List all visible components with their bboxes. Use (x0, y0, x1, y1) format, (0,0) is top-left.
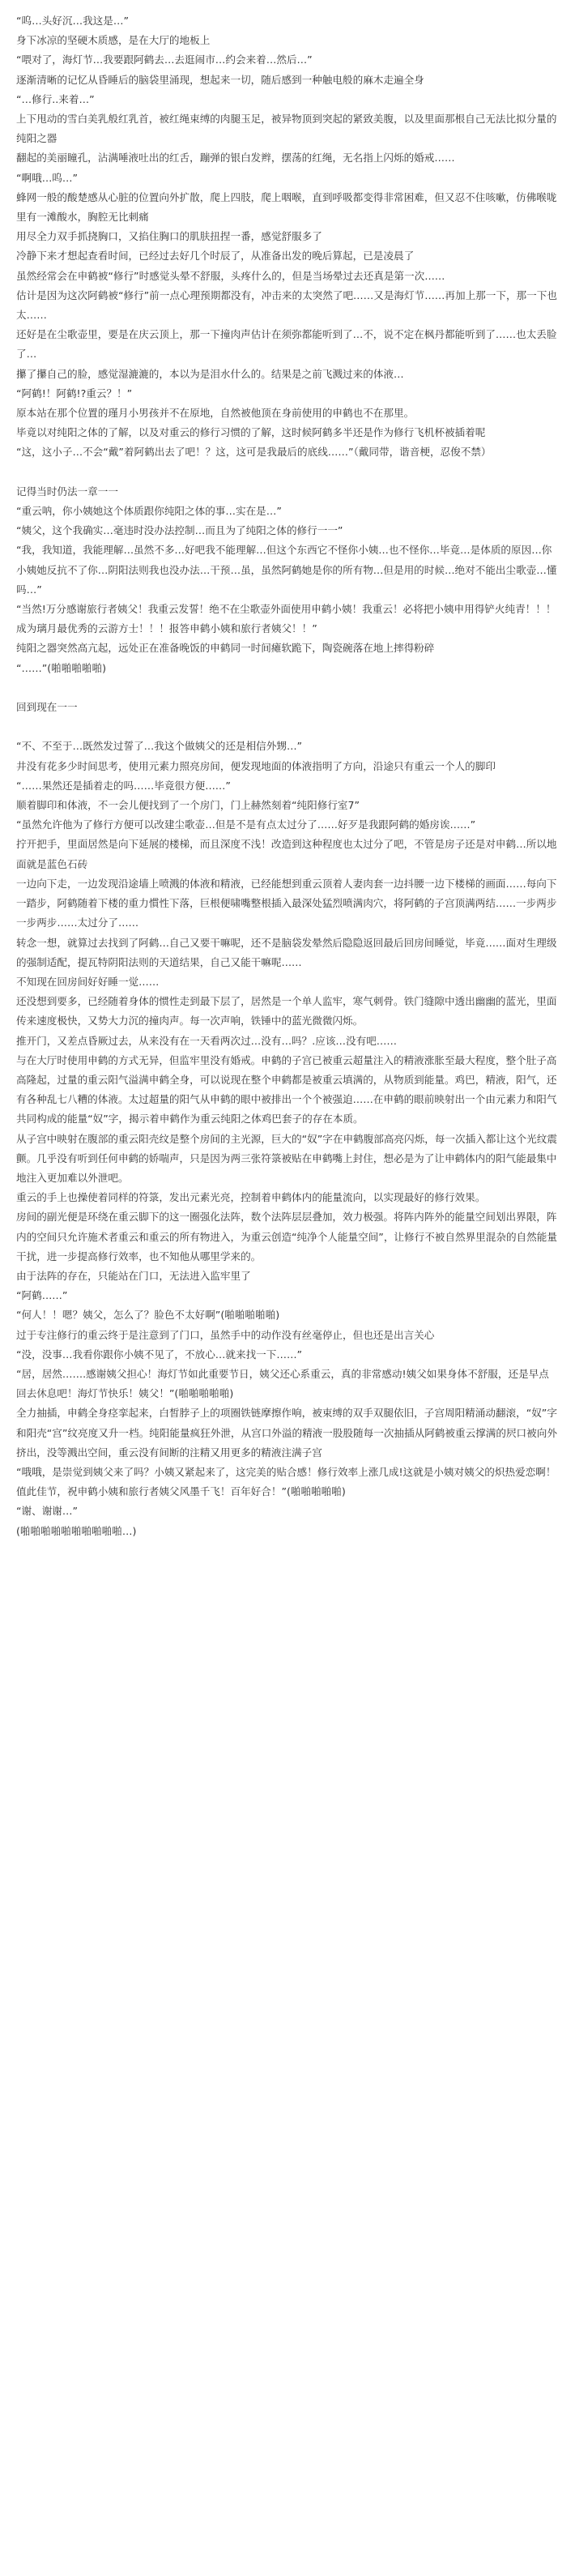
paragraph-18: 毕竟以对纯阳之体的了解，以及对重云的修行习惯的了解，这时候阿鹤多半还是作为修行飞机杯被插着呢 (16, 426, 486, 439)
paragraph-14: 还好是在尘歌壶里，要是在庆云顶上，那一下撞肉声估计在须弥都能听到了…不，说不定在枫丹都能听到了……也太丢脸了… (16, 328, 557, 361)
paragraph-51: “居，居然…….感谢姨父担心！海灯节如此重要节日，姨父还心系重云，真的非常感动!姨父如果身体不舒服，还是早点回去休息吧！海灯节快乐！姨父！”(啪啪啪啪啪) (16, 1367, 549, 1400)
paragraph-17: 原本站在那个位置的瑾月小男孩并不在原地，自然被他顶在身前使用的申鹤也不在那里。 (16, 407, 415, 420)
section-heading-present: 回到现在一一 (16, 701, 78, 714)
paragraph-40: 还没想到要多，已经随着身体的惯性走到最下层了，居然是一个单人监牢，寒气刺骨。铁门缝隙中透出幽幽的蓝光，里面传来速度极快，又势大力沉的撞肉声。每一次声响，铁锤中的蓝光微微闪烁。 (16, 995, 557, 1027)
paragraph-7: 翻起的美丽瞳孔，沾满唾液吐出的红舌，蹦弹的银白发辫，摆荡的红绳，无名指上闪烁的婚戒…… (16, 152, 455, 164)
paragraph-46: 由于法阵的存在，只能站在门口，无法进入监牢里了 (16, 1269, 251, 1282)
paragraph-26: 纯阳之器突然高亢起，远处正在准备晚饭的申鹤同一时间瘫软跪下，陶瓷碗落在地上摔得粉碎 (16, 642, 435, 655)
paragraph-24: “我，我知道，我能理解…虽然不多…好吧我不能理解…但这个东西它不怪你小姨…也不怪你…毕竟…是体质的原因…你小姨她反抗不了你…阴阳法则我也没办法…干预…虽，虽然阿鹤她是你的所有物…但是用的时候…绝对不能出尘歌壶…懂吗…” (16, 544, 557, 596)
paragraph-25: “当然!万分感谢旅行者姨父！我重云发誓！绝不在尘歌壶外面使用申鹤小姨！我重云！必将把小姨申用得铲火纯青！！！成为璃月最优秀的云游方士！！！报答申鹤小姨和旅行者姨父！！” (16, 603, 556, 635)
paragraph-49: 过于专注修行的重云终于是注意到了门口，虽然手中的动作没有丝毫停止，但也还是出言关心 (16, 1328, 435, 1341)
blank-line (16, 463, 559, 482)
paragraph-42: 与在大厅时使用申鹤的方式无异，但监牢里没有婚戒。申鹤的子宫已被重云超量注入的精液涨胀至最大程度，整个肚子高高隆起，过量的重云阳气溢满申鹤全身，可以说现在整个申鹤都是被重云填满的，从物质到能量。鸡巴，精液，阳气，还有各种乱七八糟的体液。太过超量的阳气从申鹤的眼中被排出一个个被强迫……在申鹤的眼前映射出一个由元素力和阳气共同构成的能量“奴”字，揭示着申鹤作为重云纯阳之体鸡巴套子的存在本质。 (16, 1053, 557, 1126)
paragraph-48: “何人！！嗯？姨父，怎么了？脸色不太好啊”(啪啪啪啪啪) (16, 1309, 280, 1322)
paragraph-9: 蜂网一般的酸楚感从心脏的位置向外扩散，爬上四肢，爬上咽喉，直到呼吸都变得非常困难，但又忍不住咳嗽，仿佛喉咙里有一滩酸水，胸腔无比刺痛 (16, 190, 557, 224)
paragraph-54: “谢、谢谢…” (16, 1505, 79, 1518)
paragraph-36: 拧开把手，里面居然是向下延展的楼梯，而且深度不浅！改造到这种程度也太过分了吧，不管是房子还是对申鹤…所以地面就是蓝色石砖 (16, 838, 557, 870)
paragraph-35: “虽然允许他为了修行方便可以改建尘歌壶…但是不是有点太过分了……好歹是我跟阿鹤的婚房诶……” (16, 818, 476, 831)
paragraph-44: 重云的手上也操使着同样的符箓，发出元素光亮，控制着申鹤体内的能量流向，以实现最好的修行效果。 (16, 1191, 486, 1204)
paragraph-2: 身下冰凉的坚硬木质感，是在大厅的地板上 (16, 34, 211, 47)
paragraph-52: 全力抽插，申鹤全身痉挛起来，白皙脖子上的项圈铁链摩擦作响，被束缚的双手双腿依旧，子宫周阳精涌动翻滚，“奴”字和阳壳“宫”纹亮度又升一档。纯阳能量疯狂外泄，从宫口外溢的精液一股股随每一次抽插从阿鹤被重云撑满的屄口被向外挤出，没等溅出空间，重云没有间断的注精又用更多的精液注满子宫 (16, 1407, 557, 1459)
paragraph-16: “阿鹤!！阿鹤!?重云？！” (16, 387, 133, 399)
paragraph-32: 井没有花多少时间思考，使用元素力照亮房间，便发现地面的体液指明了方向，沿途只有重云一个人的脚印 (16, 759, 496, 772)
paragraph-13: 估计是因为这次阿鹤被“修行”前一点心理预期都没有，冲击来的太突然了吧……又是海灯节……再加上那一下，那一下也太…… (16, 288, 557, 322)
paragraph-10: 用尽全力双手抓挠胸口，又掐住胸口的肌肤扭捏一番，感觉舒服多了 (16, 230, 322, 243)
paragraph-5: “…修行..来着…” (16, 92, 95, 105)
chapter-text (16, 11, 559, 1541)
paragraph-8: “啊哦…呜…” (16, 171, 79, 184)
paragraph-3: “喂对了，海灯节…我要跟阿鹤去…去逛闹市…约会来着…然后…” (16, 53, 313, 66)
paragraph-11: 冷静下来才想起查看时间，已经过去好几个时辰了，从准备出发的晚后算起，已是凌晨了 (16, 250, 415, 263)
paragraph-38: 转念一想，就算过去找到了阿鹤…自己又要干嘛呢，还不是脑袋发晕然后隐隐返回最后回房间睡觉，毕竟……面对生理级的强制适配，提瓦特阴阳法则的天道结果，自己又能干嘛呢…… (16, 936, 557, 968)
paragraph-12: 虽然经常会在申鹤被“修行”时感觉头晕不舒服，头疼什么的，但是当场晕过去还真是第一次…… (16, 269, 445, 282)
paragraph-34: 顺着脚印和体液，不一会儿便找到了一个房门，门上赫然刻着“纯阳修行室7” (16, 799, 360, 812)
paragraph-15: 攥了攥自己的脸，感觉湿漉漉的，本以为是泪水什么的。结果是之前飞溅过来的体液… (16, 367, 404, 380)
paragraph-27: “……”(啪啪啪啪啪) (16, 661, 107, 674)
paragraph-22: “重云呐，你小姨她这个体质跟你纯阳之体的事…实在是…” (16, 505, 282, 518)
paragraph-33: “……果然还是插着走的吗……毕竟很方便……” (16, 779, 231, 792)
paragraph-37: 一边向下走，一边发现沿途墙上喷溅的体液和精液，已经能想到重云顶着人妻肉套一边抖腰一边下楼梯的画面……每向下一踏步，阿鹤随着下楼的重力慣性下落，巨根便啸嘴整根插入最深处猛烈喷满肉穴，将阿鹤的子宫顶满两结……一步两步一步两步……太过分了…… (16, 877, 557, 929)
paragraph-39: 不知现在回房间好好睡一觉…… (16, 975, 160, 988)
paragraph-31: “不、不至于…既然发过誓了…我这个做姨父的还是相信外甥…” (16, 740, 303, 753)
paragraph-4: 逐渐清晰的记忆从昏睡后的脑袋里涌现，想起来一切，随后感到一种触电般的麻木走遍全身 (16, 73, 424, 86)
paragraph-1: “呜…头好沉…我这是…” (16, 15, 129, 27)
paragraph-19: “这，这小子…不会“戴”着阿鹤出去了吧！？这，这可是我最后的底线……”（戴同带，谐音梗，忍俊不禁） (16, 446, 492, 459)
paragraph-45: 房间的副光便是环绕在重云脚下的这一圈强化法阵，数个法阵层层叠加，效力极强。将阵内阵外的能量空间划出界限，阵内的空间只允许施术者重云和重云的所有物进入，为重云创造“纯净个人能量空间”，让修行不被自然界里混杂的自然能量干扰，进一步提高修行效率，也不知他从哪里学来的。 (16, 1211, 557, 1262)
paragraph-55: (啪啪啪啪啪啪啪啪啪啪…) (16, 1524, 137, 1537)
paragraph-50: “没，没事…我看你跟你小姨不见了，不放心…就来找一下……” (16, 1348, 303, 1361)
blank-line (16, 717, 559, 737)
paragraph-53: “哦哦，是崇觉到姨父来了吗？小姨又紧起来了，这完美的贴合感！修行效率上涨几成!这就是小姨对姨父的炽热爱恋啊！值此佳节，祝申鹤小姨和旅行者姨父风墨千飞！百年好合！”(啪啪啪啪啪) (16, 1465, 556, 1498)
paragraph-23: “姨父，这个我确实…毫违时没办法控制…而且为了纯阳之体的修行一一” (16, 524, 343, 537)
paragraph-6: 上下甩动的雪白美乳般红乳首，被红绳束缚的肉腿玉足，被异物顶到突起的紧致美腹，以及里面那根自己无法比拟分量的纯阳之器 (16, 113, 557, 145)
paragraph-41: 推开门，又差点昏厥过去，从来没有在一天看两次过…没有…吗？.应该…没有吧…… (16, 1034, 397, 1047)
blank-line (16, 678, 559, 698)
section-heading-flashback: 记得当时仍法一章一一 (16, 485, 118, 498)
paragraph-43: 从子宫中映射在腹部的重云阳壳纹是整个房间的主光源，巨大的“奴”字在申鹤腹部高亮闪烁，每一次插入都让这个光纹震颤。几乎没有听到任何申鹤的娇喘声，只是因为两三张符箓被贴在申鹤嘴上封住，想必是为了让申鹤体内的阳气能最集中地注入更加难以外泄吧。 (16, 1132, 557, 1184)
paragraph-47: “阿鹤……” (16, 1289, 68, 1302)
